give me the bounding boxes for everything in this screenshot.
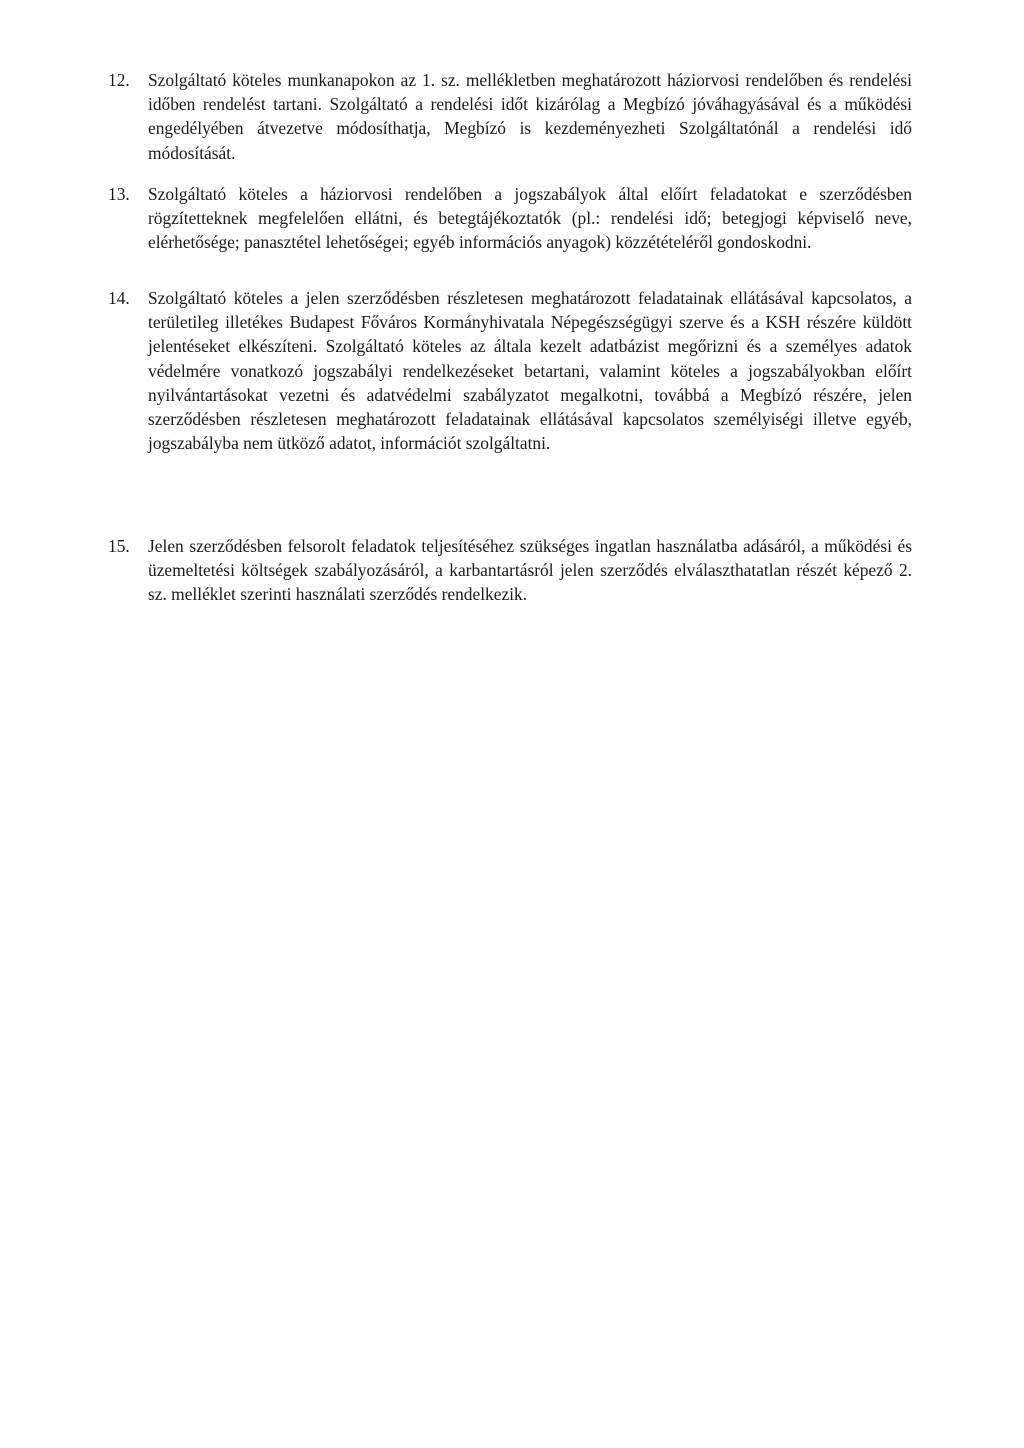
paragraph-12 xyxy=(108,68,912,165)
paragraph-number: 12. xyxy=(108,70,130,90)
paragraph-15 xyxy=(108,534,912,607)
paragraph-text: Szolgáltató köteles a jelen szerződésben részletesen meghatározott feladatainak ellátásával kapcsolatos, a területileg illetékes Budapest Főváros Kormányhivatala Népegészségügyi szerve és a KSH részére küldött jelentéseket elkészíteni. Szolgáltató köteles az általa kezelt adatbázist megőrizni és a személyes adatok védelmére vonatkozó jogszabályi rendelkezéseket betartani, valamint köteles a jogszabályokban előírt nyilvántartásokat vezetni és adatvédelmi szabályzatot megalkotni, továbbá a Megbízó részére, jelen szerződésben részletesen meghatározott feladatainak ellátásával kapcsolatos személyiségi illetve egyéb, jogszabályba nem ütköző adatot, információt szolgáltatni. xyxy=(148,288,912,454)
paragraph-text: Szolgáltató köteles a háziorvosi rendelőben a jogszabályok által előírt feladatokat e szerződésben rögzítetteknek megfelelően ellátni, és betegtájékoztatók (pl.: rendelési idő; betegjogi képviselő neve, elérhetősége; panasztétel lehetőségei; egyéb információs anyagok) közzétételéről gondoskodni. xyxy=(148,184,912,253)
paragraph-number: 13. xyxy=(108,184,130,204)
paragraph-14 xyxy=(108,286,912,455)
paragraph-number: 14. xyxy=(108,288,130,308)
paragraph-13 xyxy=(108,182,912,255)
paragraph-text: Szolgáltató köteles munkanapokon az 1. sz. mellékletben meghatározott háziorvosi rendelőben és rendelési időben rendelést tartani. Szolgáltató a rendelési időt kizárólag a Megbízó jóváhagyásával és a működési engedélyében átvezetve módosíthatja, Megbízó is kezdeményezheti Szolgáltatónál a rendelési idő módosítását. xyxy=(148,70,912,163)
paragraph-text: Jelen szerződésben felsorolt feladatok teljesítéséhez szükséges ingatlan használatba adásáról, a működési és üzemeltetési költségek szabályozásáról, a karbantartásról jelen szerződés elválaszthatatlan részét képező 2. sz. melléklet szerinti használati szerződés rendelkezik. xyxy=(148,536,912,605)
paragraph-number: 15. xyxy=(108,536,130,556)
